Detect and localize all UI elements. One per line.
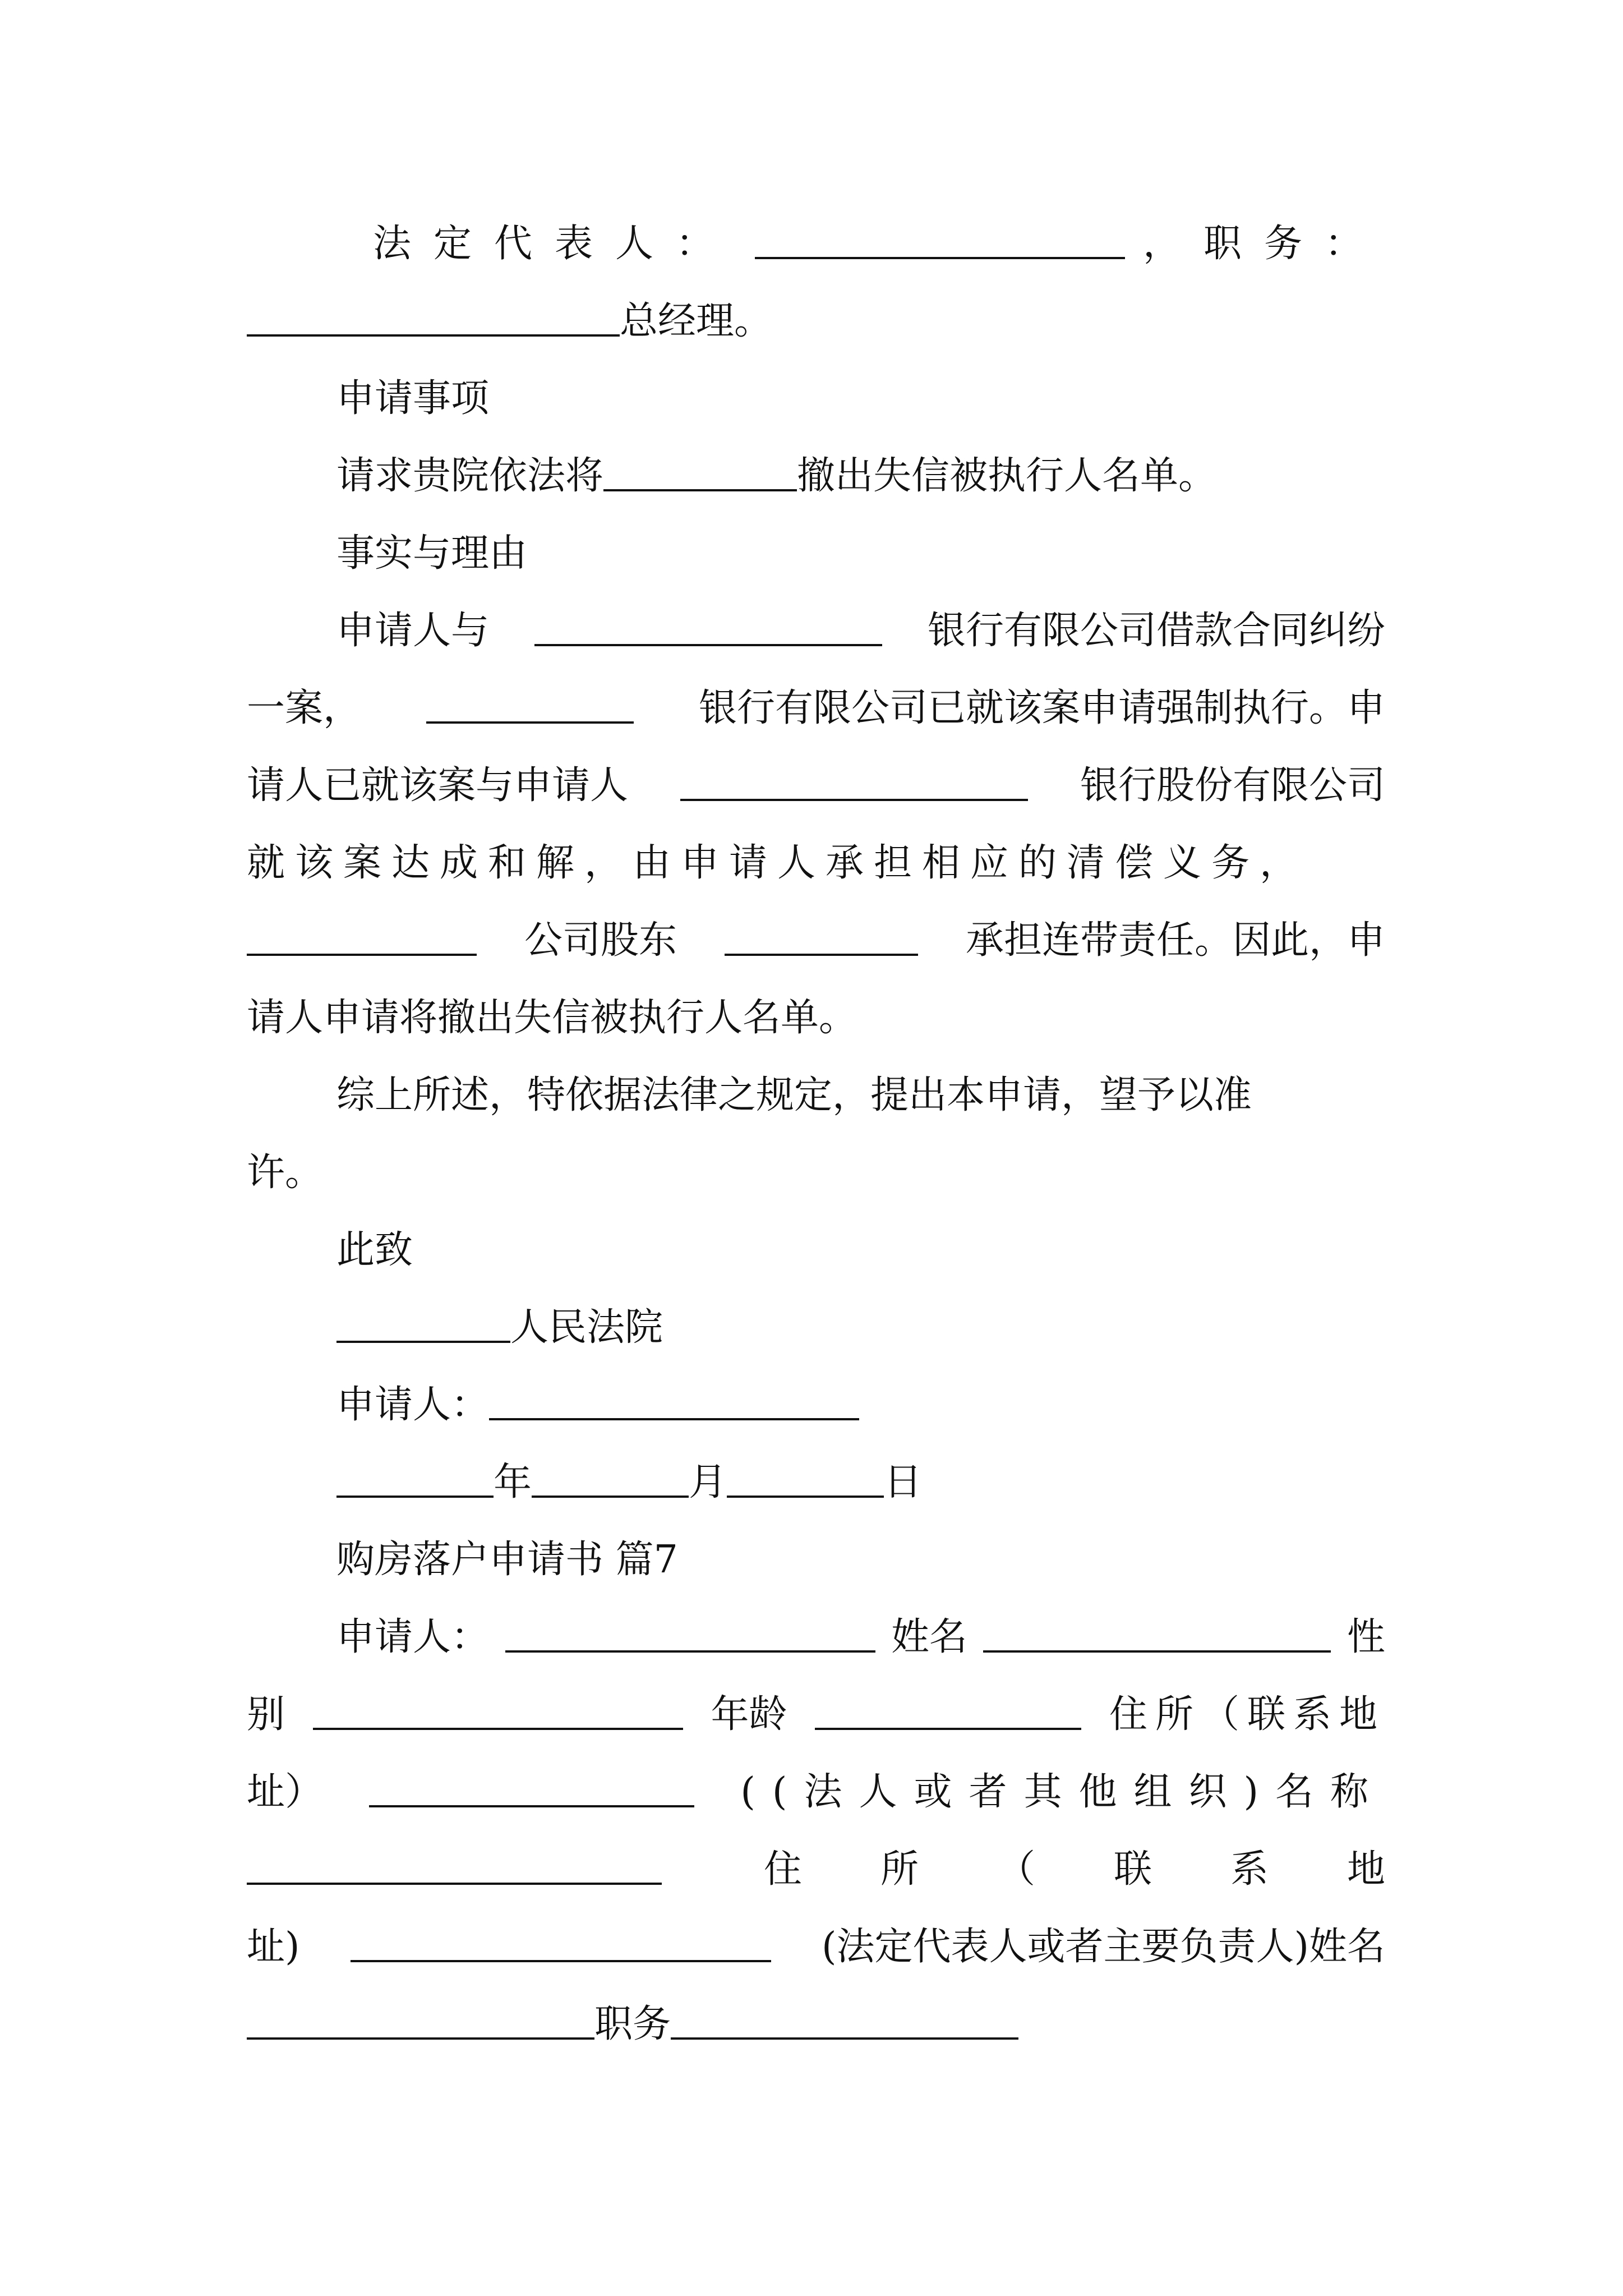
text-fragment: 此致 — [336, 1228, 413, 1272]
blank-field[interactable] — [313, 1728, 683, 1730]
text-fragment: 月 — [689, 1460, 727, 1504]
text-fragment: 年龄 — [711, 1692, 787, 1737]
blank-field[interactable] — [534, 644, 882, 646]
text-fragment: 职务 — [594, 2002, 671, 2046]
applicant-signature-line — [336, 1374, 1385, 1436]
blank-field[interactable] — [247, 334, 620, 337]
text-fragment: 申请人： — [336, 1383, 490, 1427]
text-fragment: 承担连带责任。因此，申 — [965, 918, 1385, 963]
text-fragment: 住所（联系地 — [763, 1847, 1464, 1892]
text-fragment: 就该案达成和解，由申请人承担相应的清偿义务， — [247, 841, 1308, 885]
blank-field[interactable] — [725, 954, 918, 956]
blank-field[interactable] — [532, 1496, 689, 1498]
blank-field[interactable] — [983, 1650, 1331, 1653]
blank-field[interactable] — [336, 1341, 510, 1343]
text-fragment: 申请人与 — [336, 609, 490, 653]
body-line — [247, 832, 1385, 894]
form-line — [336, 1607, 1385, 1668]
blank-field[interactable] — [505, 1650, 875, 1653]
body-line — [247, 987, 1385, 1049]
form-line — [247, 1839, 1464, 1901]
body-line — [247, 1142, 1385, 1204]
body-line — [336, 1065, 1385, 1126]
body-line — [336, 600, 1385, 662]
text-fragment: 人民法院 — [510, 1305, 663, 1350]
form-line — [247, 1684, 1385, 1746]
body-line — [247, 678, 1385, 739]
blank-field[interactable] — [680, 799, 1028, 801]
text-fragment: 一案， — [247, 686, 362, 730]
legal-representative-line — [373, 213, 1385, 275]
text-fragment: ((法人或者其他组织)名称 — [740, 1770, 1385, 1814]
text-fragment: 申请人： — [336, 1615, 490, 1659]
text-fragment: 日 — [884, 1460, 923, 1504]
position-line — [247, 291, 1385, 352]
text-fragment: 银行有限公司已就该案申请强制执行。申 — [698, 686, 1385, 730]
section-heading — [336, 368, 1385, 430]
text-fragment: 年 — [494, 1460, 532, 1504]
text-fragment: 法定代表人： — [373, 222, 737, 266]
date-line — [336, 1452, 1385, 1513]
text-fragment: 购房落户申请书 篇7 — [336, 1538, 678, 1582]
section-title — [336, 1529, 1385, 1591]
text-fragment: 公司股东 — [524, 918, 677, 963]
salutation — [336, 1220, 1385, 1281]
text-fragment: 请人已就该案与申请人 — [247, 763, 629, 808]
text-fragment: 姓名 — [891, 1615, 967, 1659]
blank-field[interactable] — [247, 1883, 662, 1885]
body-line — [247, 755, 1385, 817]
text-fragment: 撤出失信被执行人名单。 — [797, 454, 1217, 498]
text-fragment: 址) — [247, 1925, 300, 1969]
request-line — [336, 445, 1385, 507]
court-line — [336, 1297, 1385, 1359]
text-fragment: 性 — [1347, 1615, 1385, 1659]
text-fragment: ，职务： — [1142, 222, 1385, 266]
text-fragment: 申请事项 — [336, 376, 490, 421]
text-fragment: 总经理。 — [620, 299, 773, 343]
blank-field[interactable] — [489, 1418, 859, 1420]
body-line — [247, 910, 1385, 972]
text-fragment: 别 — [247, 1692, 285, 1737]
text-fragment: 请人申请将撤出失信被执行人名单。 — [247, 996, 857, 1040]
blank-field[interactable] — [603, 489, 797, 491]
blank-field[interactable] — [727, 1496, 884, 1498]
text-fragment: 综上所述，特依据法律之规定，提出本申请，望予以准 — [336, 1073, 1252, 1117]
text-fragment: 银行股份有限公司 — [1080, 763, 1385, 808]
section-heading — [336, 523, 1385, 585]
text-fragment: 银行有限公司借款合同纠纷 — [927, 609, 1385, 653]
blank-field[interactable] — [671, 2037, 1018, 2040]
text-fragment: 事实与理由 — [336, 531, 528, 576]
blank-field[interactable] — [815, 1728, 1081, 1730]
form-line — [247, 1761, 1385, 1823]
blank-field[interactable] — [247, 954, 477, 956]
blank-field[interactable] — [426, 721, 634, 724]
blank-field[interactable] — [369, 1805, 694, 1807]
blank-field[interactable] — [351, 1960, 771, 1962]
blank-field[interactable] — [336, 1496, 494, 1498]
text-fragment: 请求贵院依法将 — [336, 454, 604, 498]
text-fragment: 址） — [247, 1770, 324, 1814]
blank-field[interactable] — [247, 2037, 594, 2040]
form-line — [247, 1916, 1385, 1978]
text-fragment: 住所（联系地 — [1109, 1692, 1385, 1737]
text-fragment: 许。 — [247, 1151, 324, 1195]
form-line — [247, 1994, 1385, 2055]
blank-field[interactable] — [755, 257, 1125, 259]
text-fragment: (法定代表人或者主要负责人)姓名 — [821, 1925, 1385, 1969]
